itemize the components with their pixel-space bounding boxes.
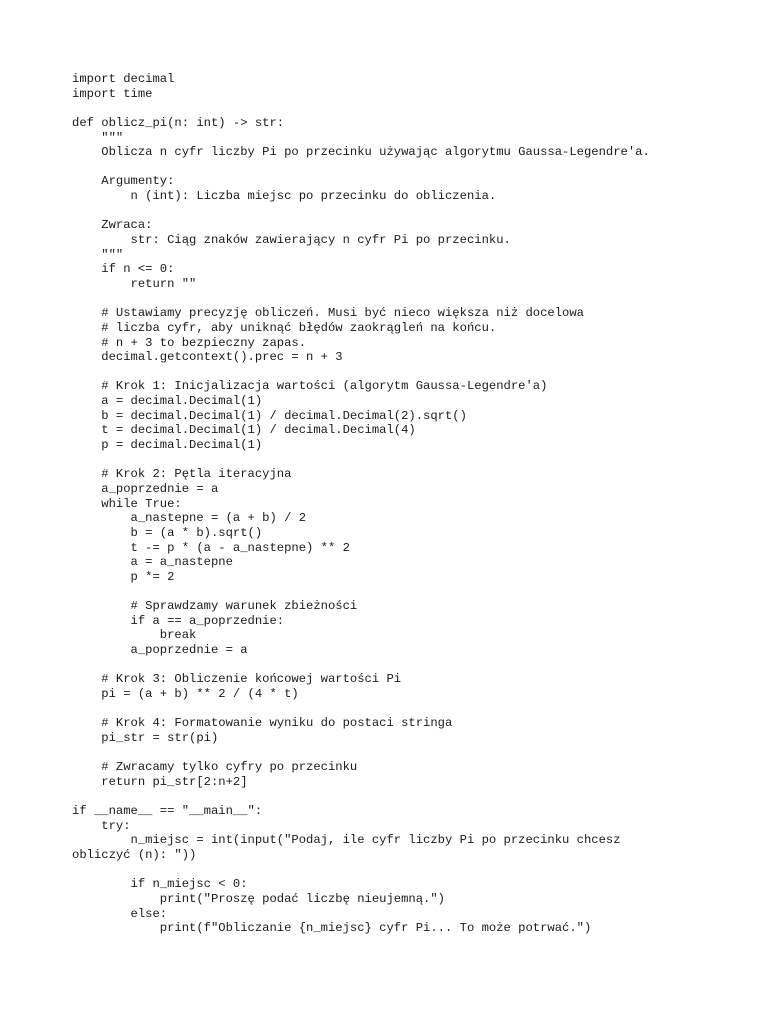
- code-line: """: [72, 130, 124, 145]
- code-line: break: [72, 628, 197, 643]
- blank-line: [72, 204, 732, 219]
- code-line: import time: [72, 86, 153, 101]
- code-line: t -= p * (a - a_nastepne) ** 2: [72, 540, 350, 555]
- blank-line: [72, 160, 732, 175]
- code-line: obliczyć (n): ")): [72, 847, 197, 862]
- code-line: # Ustawiamy precyzję obliczeń. Musi być nieco większa niż docelowa: [72, 306, 584, 321]
- code-line: t = decimal.Decimal(1) / decimal.Decimal(4): [72, 423, 416, 438]
- blank-line: [72, 745, 732, 760]
- code-line: # Krok 1: Inicjalizacja wartości (algorytm Gaussa-Legendre'a): [72, 379, 548, 394]
- code-line: b = (a * b).sqrt(): [72, 525, 263, 540]
- code-line: n (int): Liczba miejsc po przecinku do obliczenia.: [72, 189, 497, 204]
- code-line: import decimal: [72, 72, 175, 86]
- blank-line: [72, 584, 732, 599]
- code-line: pi = (a + b) ** 2 / (4 * t): [72, 686, 299, 701]
- code-line: # Zwracamy tylko cyfry po przecinku: [72, 760, 358, 775]
- blank-line: [72, 702, 732, 717]
- code-line: # Sprawdzamy warunek zbieżności: [72, 599, 358, 614]
- code-line: # liczba cyfr, aby uniknąć błędów zaokrągleń na końcu.: [72, 320, 497, 335]
- code-line: return "": [72, 276, 197, 291]
- code-line: a_nastepne = (a + b) / 2: [72, 511, 307, 526]
- code-listing: [72, 72, 732, 936]
- blank-line: [72, 365, 732, 380]
- code-line: n_miejsc = int(input("Podaj, ile cyfr liczby Pi po przecinku chcesz: [72, 833, 621, 848]
- code-line: if n_miejsc < 0:: [72, 877, 248, 892]
- code-line: print(f"Obliczanie {n_miejsc} cyfr Pi... To może potrwać."): [72, 921, 592, 936]
- code-line: if n <= 0:: [72, 262, 175, 277]
- blank-line: [72, 789, 732, 804]
- code-line: p = decimal.Decimal(1): [72, 438, 263, 453]
- code-line: # Krok 2: Pętla iteracyjna: [72, 467, 292, 482]
- code-line: a_poprzednie = a: [72, 642, 248, 657]
- code-line: if __name__ == "__main__":: [72, 804, 263, 819]
- code-line: p *= 2: [72, 569, 175, 584]
- code-line: return pi_str[2:n+2]: [72, 774, 248, 789]
- code-line: Argumenty:: [72, 174, 175, 189]
- blank-line: [72, 453, 732, 468]
- code-line: """: [72, 247, 124, 262]
- code-line: decimal.getcontext().prec = n + 3: [72, 350, 343, 365]
- code-line: # Krok 4: Formatowanie wyniku do postaci stringa: [72, 716, 453, 731]
- code-line: # n + 3 to bezpieczny zapas.: [72, 335, 307, 350]
- code-line: a = a_nastepne: [72, 555, 233, 570]
- blank-line: [72, 658, 732, 673]
- code-line: print("Proszę podać liczbę nieujemną."): [72, 891, 445, 906]
- code-line: while True:: [72, 496, 182, 511]
- code-line: try:: [72, 818, 131, 833]
- code-line: pi_str = str(pi): [72, 730, 219, 745]
- blank-line: [72, 863, 732, 878]
- code-line: b = decimal.Decimal(1) / decimal.Decimal(2).sqrt(): [72, 408, 467, 423]
- code-line: str: Ciąg znaków zawierający n cyfr Pi po przecinku.: [72, 233, 511, 248]
- code-line: else:: [72, 906, 168, 921]
- blank-line: [72, 292, 732, 307]
- code-line: # Krok 3: Obliczenie końcowej wartości Pi: [72, 672, 402, 687]
- code-line: Oblicza n cyfr liczby Pi po przecinku używając algorytmu Gaussa-Legendre'a.: [72, 145, 650, 160]
- blank-line: [72, 101, 732, 116]
- code-line: def oblicz_pi(n: int) -> str:: [72, 115, 285, 130]
- code-line: a = decimal.Decimal(1): [72, 394, 263, 409]
- code-line: a_poprzednie = a: [72, 481, 219, 496]
- code-line: if a == a_poprzednie:: [72, 613, 285, 628]
- code-line: Zwraca:: [72, 218, 153, 233]
